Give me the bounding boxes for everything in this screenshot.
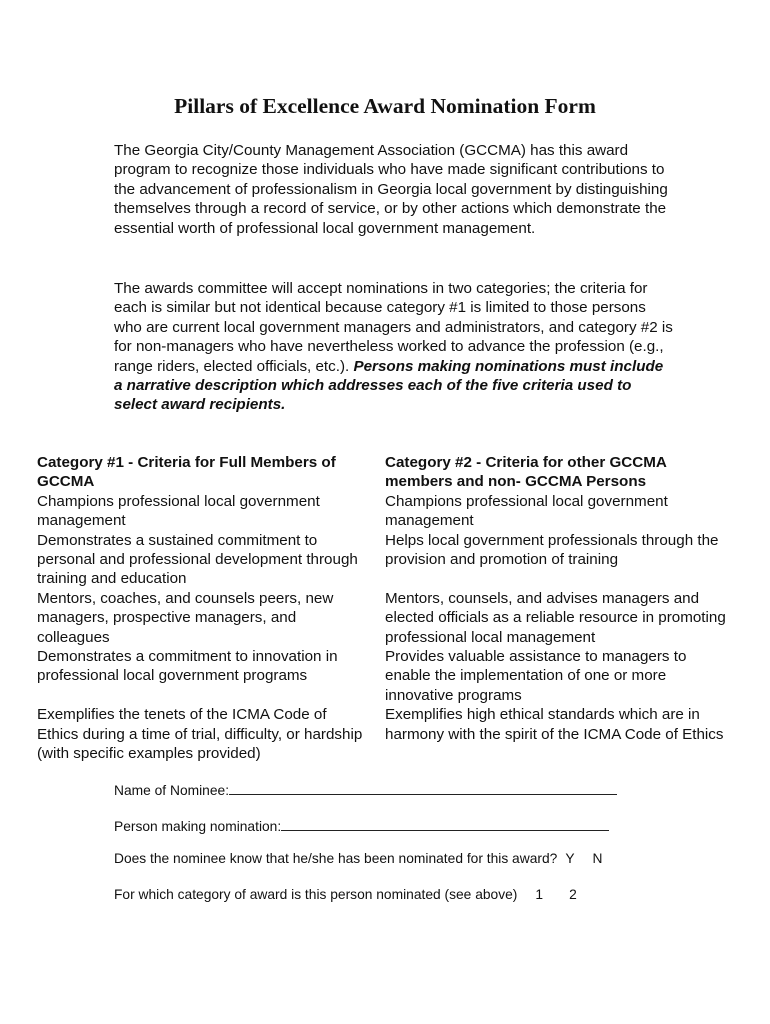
category-2-column — [385, 453, 730, 744]
nominator-label: Person making nomination: — [114, 819, 282, 834]
category-2-criterion: Exemplifies high ethical standards which are in harmony with the spirit of the ICMA Code of Ethics — [385, 706, 724, 743]
nominee-aware-row — [114, 851, 603, 866]
aware-no-option[interactable]: N — [592, 851, 603, 866]
category-option-2[interactable]: 2 — [569, 887, 577, 902]
category-2-criterion: Champions professional local government management — [385, 492, 668, 530]
category-2-criterion: Provides valuable assistance to managers to enable the implementation of one or more innovative programs — [385, 648, 687, 704]
nominee-aware-question: Does the nominee know that he/she has been nominated for this award? — [114, 851, 558, 866]
award-category-question: For which category of award is this person nominated (see above) — [114, 887, 518, 902]
intro-paragraph-2-emphasis: Persons making nominations must include a narrative description which addresses each of the five criteria used to select award recipients. — [114, 357, 664, 414]
category-2-criterion: Mentors, counsels, and advises managers and elected officials as a reliable resource in promoting professional local management — [385, 589, 726, 646]
category-1-criterion: Mentors, coaches, and counsels peers, new managers, prospective managers, and colleagues — [37, 589, 334, 646]
category-1-criterion: Demonstrates a commitment to innovation in professional local government programs — [37, 648, 338, 685]
spacer — [385, 569, 730, 588]
category-1-heading: Category #1 - Criteria for Full Members of GCCMA — [37, 454, 336, 491]
category-2-criterion: Helps local government professionals through the provision and promotion of training — [385, 531, 719, 569]
award-category-row — [114, 887, 577, 902]
category-1-criterion: Demonstrates a sustained commitment to personal and professional development through training and education — [37, 531, 358, 588]
category-1-criterion: Champions professional local government management — [37, 492, 320, 530]
form-title: Pillars of Excellence Award Nomination Form — [174, 94, 596, 118]
nominator-blank[interactable] — [281, 817, 609, 831]
category-option-1[interactable]: 1 — [535, 887, 544, 902]
intro-paragraph-2-text: The awards committee will accept nominations in two categories; the criteria for each is similar but not identical because category #1 is limited to those persons who are current local government managers and administrators, and category #2 is for non-managers who have nevertheless worked to advance the profession (e.g., range riders, elected officials, etc.). — [114, 280, 673, 375]
nominee-name-blank[interactable] — [229, 781, 617, 795]
category-1-criterion: Exemplifies the tenets of the ICMA Code of Ethics during a time of trial, difficulty, or hardship (with specific examples provided) — [37, 706, 363, 763]
intro-paragraph-2 — [114, 279, 674, 415]
spacer — [37, 686, 372, 705]
category-2-heading: Category #2 - Criteria for other GCCMA members and non- GCCMA Persons — [385, 454, 667, 491]
nominee-name-label: Name of Nominee: — [114, 783, 230, 798]
nominator-row — [114, 817, 609, 834]
category-1-column — [37, 453, 372, 763]
aware-yes-option[interactable]: Y — [565, 851, 575, 866]
nominee-name-row — [114, 781, 617, 798]
intro-paragraph-1: The Georgia City/County Management Association (GCCMA) has this award program to recognize those individuals who have made significant contributions to the advancement of professionalism in Georgia local government by distinguishing themselves through a record of service, or by other actions which demonstrate the essential worth of professional local government management. — [114, 142, 668, 237]
